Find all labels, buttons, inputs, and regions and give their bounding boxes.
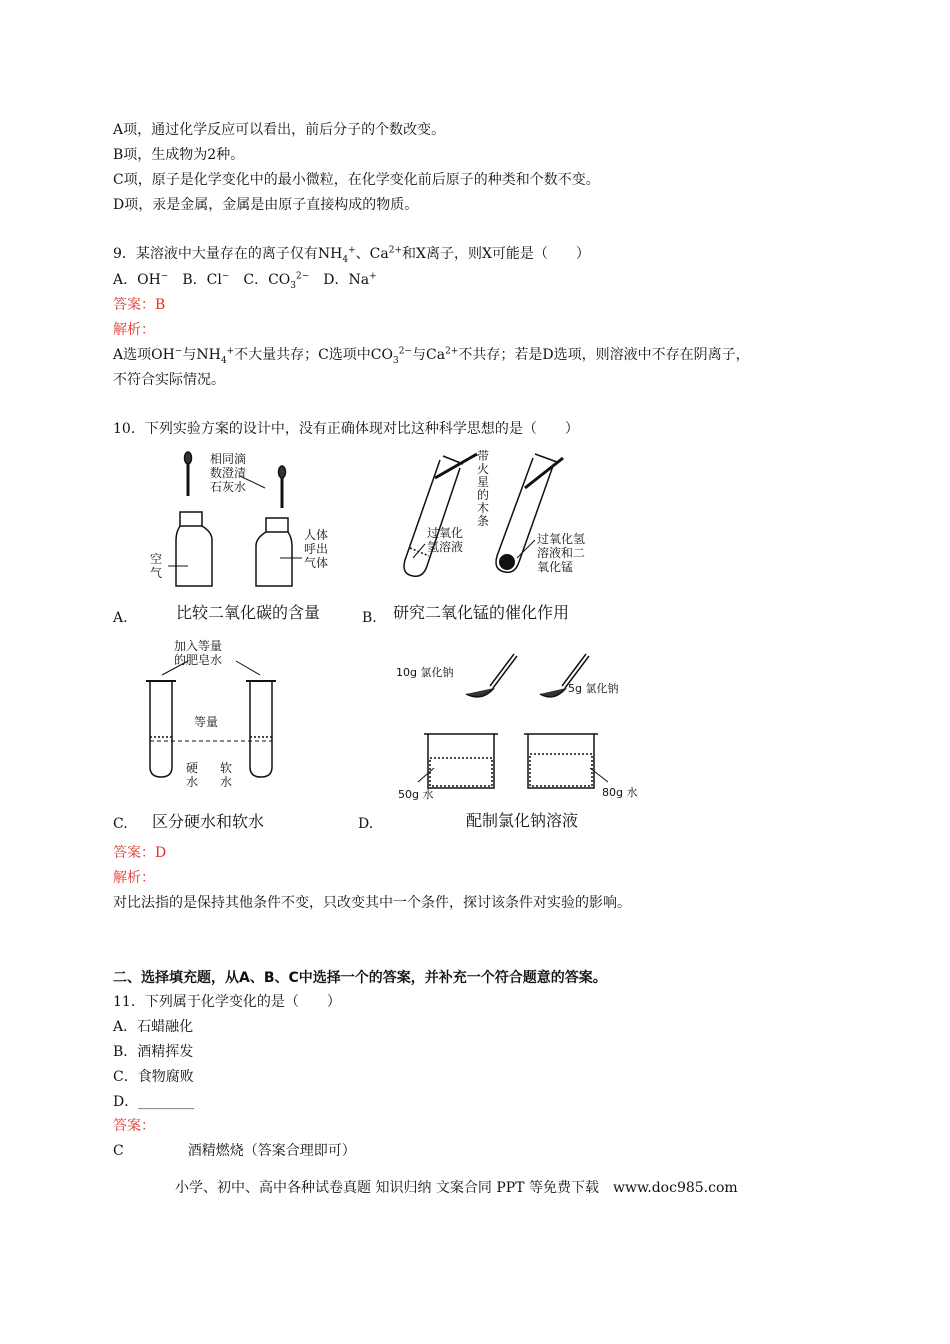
q11-answer-fill: 酒精燃烧（答案合理即可） bbox=[187, 1143, 356, 1159]
prev-explanation-c: C项，原子是化学变化中的最小微粒，在化学变化前后原子的种类和个数不变。 bbox=[113, 172, 600, 188]
test-tube-left bbox=[404, 456, 463, 576]
figure-c-soft-label: 软 水 bbox=[220, 761, 233, 789]
page-footer: 小学、初中、高中各种试卷真题 知识归纳 文案合同 PPT 等免费下载 www.doc985.com bbox=[175, 1180, 738, 1196]
beaker-left bbox=[424, 734, 498, 788]
q9-stem: 9．某溶液中大量存在的离子仅有$NH_4^+$、$Ca^{2+}$和X离子，则X可能是（ ） bbox=[113, 245, 590, 265]
figure-b-drawing bbox=[385, 448, 635, 598]
q10-analysis-label: 解析： bbox=[113, 870, 155, 886]
prev-explanation-a: A项，通过化学反应可以看出，前后分子的个数改变。 bbox=[113, 122, 446, 138]
figure-d bbox=[390, 650, 650, 835]
q11-option-b: B．酒精挥发 bbox=[113, 1044, 194, 1060]
figure-d-salt-right-label: 5g 氯化钠 bbox=[568, 682, 619, 695]
figure-d-option: D. bbox=[358, 816, 374, 832]
q11-option-d: D．________ bbox=[113, 1094, 195, 1110]
prev-explanation-b: B项，生成物为2种。 bbox=[113, 147, 245, 163]
figure-a-option: A. bbox=[113, 610, 128, 626]
q11-answer bbox=[113, 1142, 356, 1160]
figure-c-hard-label: 硬 水 bbox=[186, 761, 199, 789]
q11-option-a: A．石蜡融化 bbox=[113, 1019, 194, 1035]
figure-a-left-label: 空 气 bbox=[150, 552, 163, 580]
tube-hard-water bbox=[146, 681, 176, 777]
q11-stem: 11．下列属于化学变化的是（ ） bbox=[113, 994, 341, 1010]
figure-b-caption: 研究二氧化锰的催化作用 bbox=[393, 603, 570, 622]
dropper-left bbox=[185, 452, 192, 496]
q10-stem: 10．下列实验方案的设计中，没有正确体现对比这种科学思想的是（ ） bbox=[113, 421, 579, 437]
splint-left bbox=[435, 454, 477, 478]
q9-analysis-line1: A选项OH−与$NH_4^+$不大量共存；C选项中$CO_3^{2-}$与$Ca^{2+}$不共存；若是D选项，则溶液中不存在阴离子， bbox=[113, 346, 750, 366]
figure-b bbox=[385, 448, 635, 628]
figure-a-dropper-label: 相同滴 数澄清 石灰水 bbox=[210, 452, 247, 494]
figure-c-equal-label: 等量 bbox=[194, 715, 219, 729]
q10-analysis: 对比法指的是保持其他条件不变，只改变其中一个条件，探讨该条件对实验的影响。 bbox=[113, 895, 631, 911]
q11-answer-choice: C bbox=[113, 1143, 124, 1159]
figure-d-water-left-label: 50g 水 bbox=[398, 788, 434, 801]
spoon-left bbox=[466, 654, 517, 697]
figure-b-left-label: 过氧化 氢溶液 bbox=[427, 526, 464, 554]
bottle-left bbox=[176, 512, 212, 586]
figure-d-salt-left-label: 10g 氯化钠 bbox=[396, 666, 454, 679]
figure-d-caption: 配制氯化钠溶液 bbox=[466, 811, 579, 830]
figure-b-option: B. bbox=[362, 610, 377, 626]
figure-d-water-right-label: 80g 水 bbox=[602, 786, 638, 799]
bottle-right bbox=[256, 518, 292, 586]
beaker-right bbox=[524, 734, 598, 788]
figure-b-right-label: 过氧化氢 溶液和二 氧化锰 bbox=[537, 532, 586, 574]
figure-a-right-label: 人体 呼出 气体 bbox=[304, 528, 329, 570]
figure-b-splint-label: 带 火 星 的 木 条 bbox=[477, 449, 490, 528]
figure-c-caption: 区分硬水和软水 bbox=[152, 812, 265, 831]
figure-a-caption: 比较二氧化碳的含量 bbox=[176, 603, 321, 622]
figure-c-option: C. bbox=[113, 816, 128, 832]
q9-answer: 答案：B bbox=[113, 297, 166, 313]
figure-c-top-label: 加入等量 的肥皂水 bbox=[174, 639, 223, 667]
tube-soft-water bbox=[246, 681, 276, 777]
q9-analysis-label: 解析： bbox=[113, 322, 155, 338]
manganese-dioxide bbox=[499, 554, 515, 570]
q10-answer: 答案：D bbox=[113, 845, 167, 861]
figure-a bbox=[140, 448, 350, 628]
figure-c bbox=[140, 637, 320, 837]
section2-heading: 二、选择填充题，从A、B、C中选择一个的答案，并补充一个符合题意的答案。 bbox=[113, 970, 607, 986]
q11-option-c: C．食物腐败 bbox=[113, 1069, 194, 1085]
q9-analysis-line2: 不符合实际情况。 bbox=[113, 372, 225, 388]
prev-explanation-d: D项，汞是金属，金属是由原子直接构成的物质。 bbox=[113, 197, 419, 213]
q9-options: A．OH− B．Cl− C．$CO_3^{2-}$ D．Na+ bbox=[113, 271, 377, 291]
dropper-right bbox=[279, 466, 286, 508]
q11-answer-label: 答案： bbox=[113, 1118, 155, 1134]
